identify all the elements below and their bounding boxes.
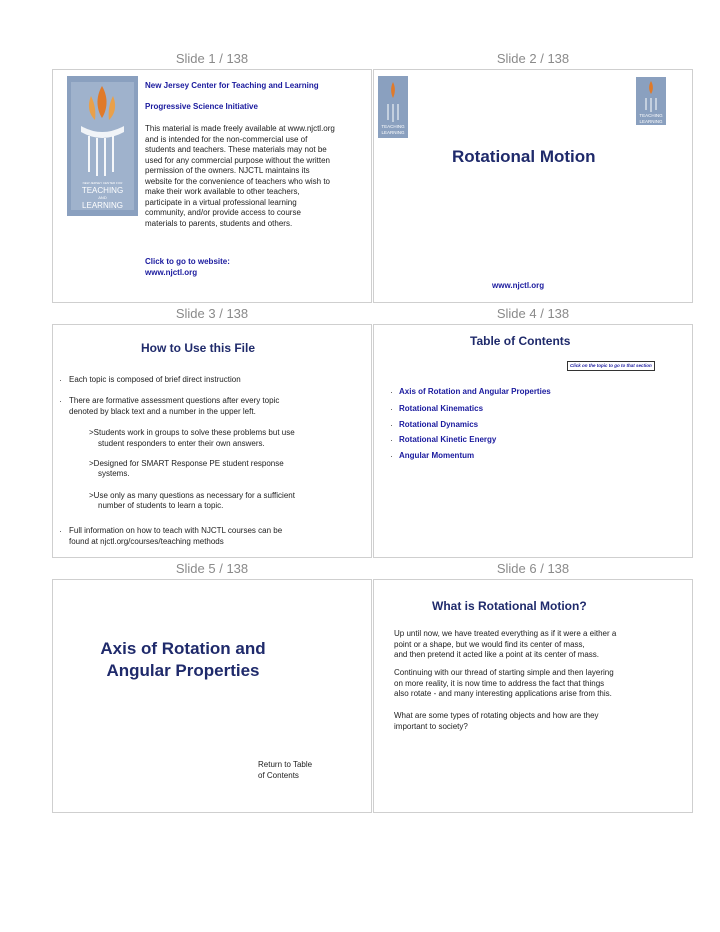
toc-item-rotational-dynamics[interactable]: Rotational Dynamics [399, 420, 479, 429]
toc-title: Table of Contents [470, 334, 571, 348]
logo-text-top: NEW JERSEY CENTER FOR [82, 181, 123, 185]
slide-1-caption: Slide 1 / 138 [175, 51, 249, 66]
toc-bullet-5: · [390, 451, 393, 461]
initiative-name: Progressive Science Initiative [145, 102, 258, 111]
bullet-1: · [59, 375, 62, 385]
toc-bullet-2: · [390, 404, 393, 414]
toc-bullet-4: · [390, 435, 393, 445]
website-link[interactable]: Click to go to website: www.njctl.org [145, 257, 230, 277]
slide-3[interactable] [52, 324, 372, 558]
how-to-line-5: student responders to enter their own answers. [98, 439, 265, 448]
org-name: New Jersey Center for Teaching and Learning [145, 81, 319, 90]
rotation-para-3: What are some types of rotating objects and how are they important to society? [394, 711, 599, 731]
return-to-toc-link[interactable]: Return to Table of Contents [258, 760, 313, 780]
slide-2-url[interactable]: www.njctl.org [492, 281, 545, 290]
slide-5[interactable] [52, 579, 372, 813]
slide-2-title: Rotational Motion [452, 147, 596, 166]
how-to-line-1: Each topic is composed of brief direct instruction [69, 375, 241, 384]
toc-item-axis-of-rotation[interactable]: Axis of Rotation and Angular Properties [399, 387, 551, 396]
how-to-line-3: denoted by black text and a number in the upper left. [69, 407, 256, 416]
rotation-para-1: Up until now, we have treated everything as if it were a either a point or a shape, but we would find its center of mass, and then pretend it acted like a point at its center of mass. [394, 629, 617, 659]
svg-text:LEARNING: LEARNING [639, 119, 663, 124]
slide-6-title: What is Rotational Motion? [432, 599, 587, 613]
slide-2-caption: Slide 2 / 138 [496, 51, 570, 66]
how-to-line-2: There are formative assessment questions after every topic [69, 396, 280, 405]
rotation-para-2: Continuing with our thread of starting simple and then layering on more reality, it is now time to address the fact that things also rotate - and many interesting applications arise from this. [394, 668, 614, 698]
logo-text-learning: LEARNING [82, 201, 123, 210]
njctl-logo-icon [67, 76, 138, 216]
slide-6-caption: Slide 6 / 138 [496, 561, 570, 576]
toc-bullet-3: · [390, 420, 393, 430]
bullet-2: · [59, 396, 62, 406]
svg-text:LEARNING: LEARNING [381, 130, 405, 135]
slide-3-caption: Slide 3 / 138 [175, 306, 249, 321]
toc-item-angular-momentum[interactable]: Angular Momentum [399, 451, 475, 460]
toc-item-rotational-kinetic-energy[interactable]: Rotational Kinetic Energy [399, 435, 497, 444]
slide-2[interactable] [373, 69, 693, 303]
slide-3-title: How to Use this File [141, 341, 256, 355]
how-to-line-10: Full information on how to teach with NJCTL courses can be [69, 526, 283, 535]
how-to-line-11: found at njctl.org/courses/teaching methods [69, 537, 224, 546]
slide-1[interactable] [52, 69, 372, 303]
bullet-3: · [59, 526, 62, 536]
toc-bullet-1: · [390, 387, 393, 397]
how-to-line-8: >Use only as many questions as necessary for a sufficient [89, 491, 295, 500]
license-text: This material is made freely available at www.njctl.org and is intended for the non-commercial use of students and teachers. These materials may not be used for any commercial purpose without the written permission of the owners. NJCTL maintains its website for the convenience of teachers who wish to make their work available to other teachers, participate in a virtual professional learning community, and/or provide access to course materials to parents, students and others. [145, 124, 335, 228]
njctl-logo-right-icon [636, 77, 666, 125]
svg-text:TEACHING: TEACHING [639, 113, 663, 118]
logo-text-teaching: TEACHING [81, 186, 124, 195]
how-to-line-9: number of students to learn a topic. [98, 501, 224, 510]
toc-item-rotational-kinematics[interactable]: Rotational Kinematics [399, 404, 484, 413]
slide-6[interactable] [373, 579, 693, 813]
toc-hint-box: Click on the topic to go to that section [567, 361, 655, 371]
svg-text:TEACHING: TEACHING [381, 124, 405, 129]
slide-4[interactable] [373, 324, 693, 558]
how-to-line-7: systems. [98, 469, 130, 478]
njctl-logo-left-icon [378, 76, 408, 138]
slide-5-caption: Slide 5 / 138 [175, 561, 249, 576]
section-title: Axis of Rotation and Angular Properties [100, 639, 266, 680]
slide-4-caption: Slide 4 / 138 [496, 306, 570, 321]
how-to-line-4: >Students work in groups to solve these problems but use [89, 428, 295, 437]
how-to-line-6: >Designed for SMART Response PE student response [89, 459, 284, 468]
logo-text-and: AND [98, 195, 107, 200]
